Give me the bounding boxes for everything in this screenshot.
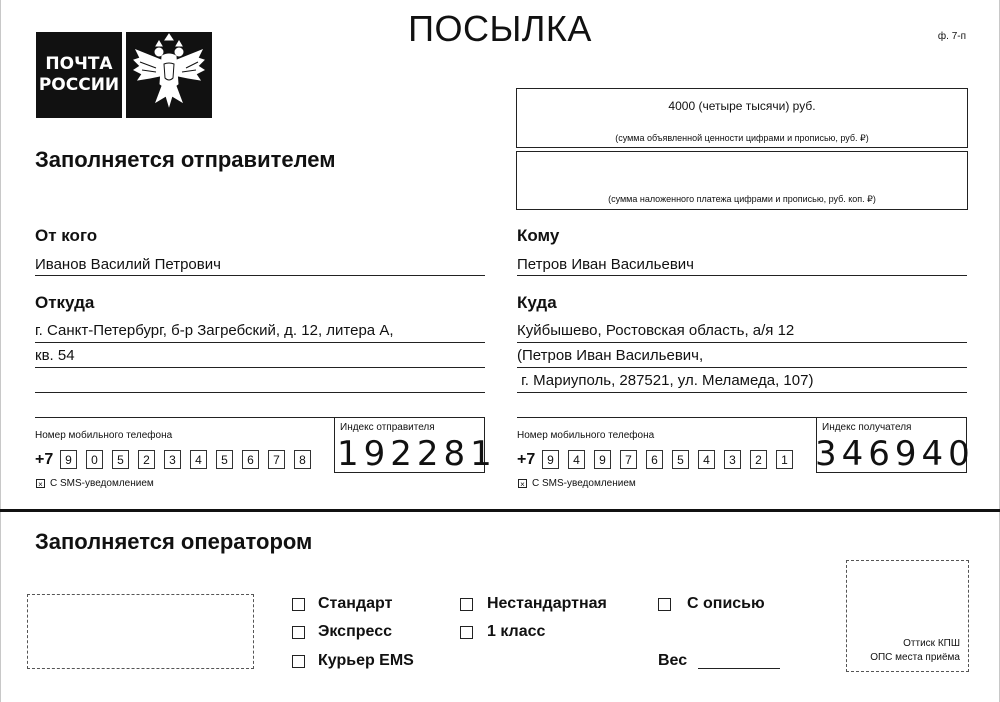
recipient-address-line-2[interactable]: (Петров Иван Васильевич, [517,347,704,364]
first-class-label: 1 класс [487,623,546,640]
sender-address-line-2[interactable]: кв. 54 [35,347,75,364]
sender-phone-field[interactable] [60,450,320,470]
recipient-phone-digit[interactable]: 4 [698,450,715,469]
sender-address-line-1[interactable]: г. Санкт-Петербург, б-р Загребский, д. 12, литера А, [35,322,394,339]
recipient-phone-digit[interactable]: 4 [568,450,585,469]
operator-notes-box[interactable] [27,594,254,669]
stamp-label-line-1: Оттиск КПШ [903,638,960,649]
sender-address-underline-2 [35,367,485,368]
page-border-left [0,0,1,702]
to-value[interactable]: Петров Иван Васильевич [517,256,694,273]
section-divider [0,509,1000,512]
cod-value-box[interactable] [516,151,968,210]
from-label: От кого [35,226,98,245]
recipient-sms-checkbox[interactable]: × [518,479,527,488]
sender-phone-digit[interactable]: 3 [164,450,181,469]
inventory-checkbox[interactable] [658,598,671,611]
to-label: Кому [517,226,560,245]
recipient-phone-digit[interactable]: 3 [724,450,741,469]
sender-address-underline-1 [35,342,485,343]
standard-label: Стандарт [318,595,393,612]
sender-section-title: Заполняется отправителем [35,147,336,172]
recipient-address-label: Куда [517,293,557,312]
sender-phone-digit[interactable]: 6 [242,450,259,469]
weight-label: Вес [658,652,688,669]
from-value[interactable]: Иванов Василий Петрович [35,256,221,273]
sender-phone-label: Номер мобильного телефона [35,430,173,441]
recipient-index-value: 346940 [815,434,975,474]
recipient-phone-digit[interactable]: 5 [672,450,689,469]
recipient-phone-digit[interactable]: 9 [542,450,559,469]
sender-index-label: Индекс отправителя [340,422,435,433]
recipient-index-label: Индекс получателя [822,422,912,433]
first-class-checkbox[interactable] [460,626,473,639]
stamp-label-line-2: ОПС места приёма [870,652,960,663]
form-code: ф. 7-п [937,31,966,42]
cod-value-note: (сумма наложенного платежа цифрами и прописью, руб. коп. ₽) [608,194,876,204]
inventory-label: С описью [687,595,765,612]
sender-phone-digit[interactable]: 7 [268,450,285,469]
logo-line-2: РОССИИ [38,75,120,95]
recipient-phone-digit[interactable]: 9 [594,450,611,469]
recipient-phone-digit[interactable]: 6 [646,450,663,469]
recipient-address-underline-3 [517,392,967,393]
kpsh-stamp-box [846,560,969,672]
sender-index-value: 192281 [337,434,497,474]
declared-value-box[interactable] [516,88,968,148]
declared-value-text: 4000 (четыре тысячи) руб. [668,99,816,113]
express-label: Экспресс [318,623,392,640]
recipient-phone-field[interactable] [542,450,802,470]
declared-value-note: (сумма объявленной ценности цифрами и прописью, руб. ₽) [615,133,869,143]
recipient-phone-digit[interactable]: 2 [750,450,767,469]
sender-sms-label: С SMS-уведомлением [50,478,154,489]
recipient-index-box[interactable] [815,417,975,474]
sender-sms-checkbox[interactable]: × [36,479,45,488]
to-underline [517,275,967,276]
courier-ems-label: Курьер EMS [318,652,414,669]
sender-phone-digit[interactable]: 0 [86,450,103,469]
sender-phone-digit[interactable]: 9 [60,450,77,469]
standard-checkbox[interactable] [292,598,305,611]
nonstandard-label: Нестандартная [487,595,607,612]
recipient-address-underline-2 [517,367,967,368]
sender-address-label: Откуда [35,293,95,312]
express-checkbox[interactable] [292,626,305,639]
form-title: ПОСЫЛКА [408,8,592,49]
sender-phone-digit[interactable]: 2 [138,450,155,469]
weight-field[interactable] [698,668,780,669]
double-headed-eagle-icon [126,32,212,118]
sender-index-box[interactable] [334,417,497,474]
operator-section-title: Заполняется оператором [35,529,313,554]
pochta-logo [36,32,212,118]
recipient-address-line-1[interactable]: Куйбышево, Ростовская область, а/я 12 [517,322,795,339]
sender-phone-digit[interactable]: 4 [190,450,207,469]
logo-wordmark [36,32,122,118]
sender-phone-digit[interactable]: 5 [216,450,233,469]
recipient-address-underline-1 [517,342,967,343]
from-underline [35,275,485,276]
sender-address-underline-3 [35,392,485,393]
nonstandard-checkbox[interactable] [460,598,473,611]
recipient-phone-digit[interactable]: 1 [776,450,793,469]
courier-ems-checkbox[interactable] [292,655,305,668]
recipient-phone-label: Номер мобильного телефона [517,430,655,441]
recipient-sms-label: С SMS-уведомлением [532,478,636,489]
sender-phone-digit[interactable]: 8 [294,450,311,469]
sender-phone-digit[interactable]: 5 [112,450,129,469]
logo-line-1: ПОЧТА [45,54,113,74]
recipient-phone-digit[interactable]: 7 [620,450,637,469]
recipient-address-line-3[interactable]: г. Мариуполь, 287521, ул. Меламеда, 107) [517,372,814,389]
recipient-phone-prefix: +7 [517,451,536,468]
sender-phone-prefix: +7 [35,451,54,468]
